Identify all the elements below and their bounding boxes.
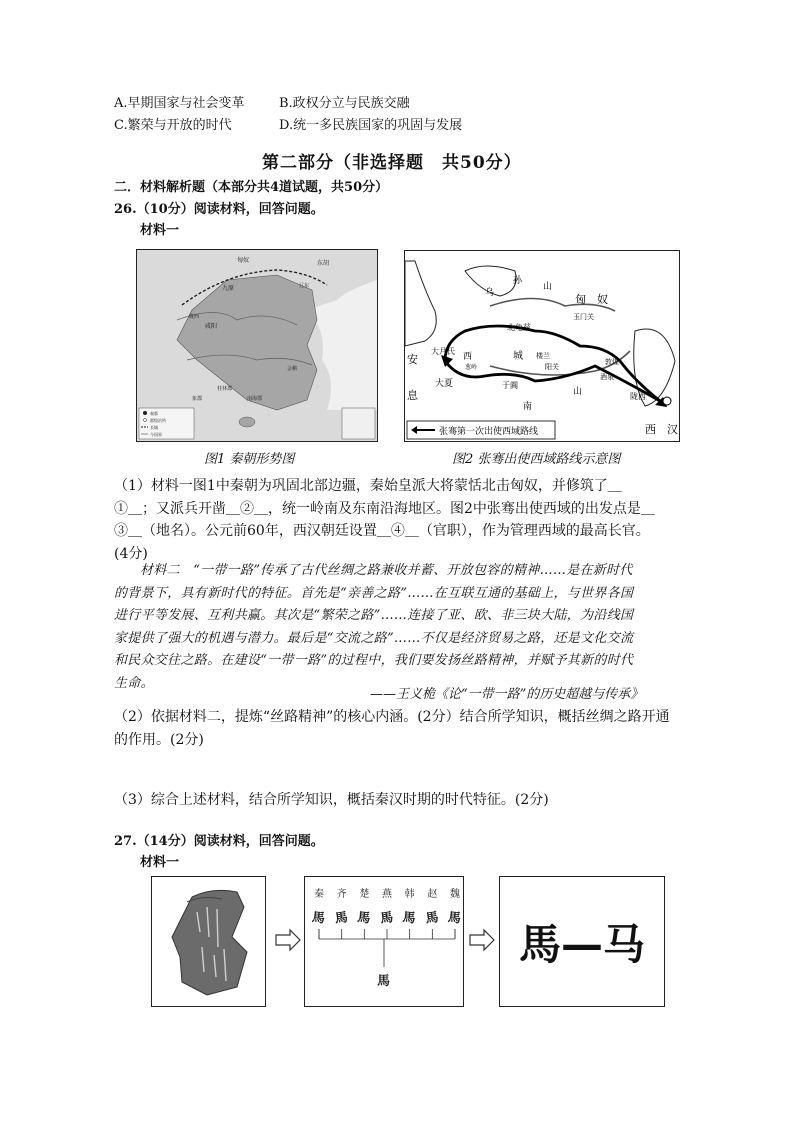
map2-label-an: 安 bbox=[407, 353, 418, 366]
state-variant-glyph-4: 馬 bbox=[401, 910, 417, 927]
fig2-caption: 图2 张骞出使西域路线示意图 bbox=[452, 452, 621, 467]
svg-text:长城: 长城 bbox=[150, 425, 158, 430]
map2-label-xi: 息 bbox=[407, 389, 418, 402]
q1-text bbox=[114, 475, 694, 565]
svg-text:大夏: 大夏 bbox=[435, 379, 454, 389]
q27-heading: 27.（14分）阅读材料，回答问题。 bbox=[114, 834, 324, 849]
q2-text bbox=[114, 706, 694, 751]
zhangqian-map-figure bbox=[404, 250, 680, 442]
state-label-4: 韩 bbox=[404, 889, 415, 900]
svg-text:今国界: 今国界 bbox=[150, 432, 162, 437]
svg-text:北龟兹: 北龟兹 bbox=[507, 323, 531, 332]
state-variant-glyph-6: 馬 bbox=[447, 910, 462, 927]
q2-line: 的作用。(2分) bbox=[114, 731, 204, 748]
map1-label-kuaiji: 会稽 bbox=[287, 366, 298, 372]
svg-text:山: 山 bbox=[543, 282, 553, 292]
section-heading: 二．材料解析题（本部分共4道试题，共50分） bbox=[114, 180, 389, 195]
material2-line: 材料二 “一带一路”传承了古代丝绸之路兼收并蓄、开放包容的精神……是在新时代 bbox=[140, 563, 633, 578]
map1-legend bbox=[139, 408, 194, 439]
svg-text:秦都: 秦都 bbox=[150, 411, 158, 416]
svg-text:城: 城 bbox=[513, 351, 523, 362]
option-d: D.统一多民族国家的巩固与发展 bbox=[279, 118, 463, 133]
q1-line: ③＿（地名）。公元前60年，西汉朝廷设置＿④＿（官职），作为管理西域的最高长官。 bbox=[114, 523, 650, 539]
state-variant-glyph-3: 馬 bbox=[379, 910, 395, 927]
svg-text:阳关: 阳关 bbox=[545, 363, 559, 371]
svg-text:西: 西 bbox=[463, 352, 473, 362]
map2-label-xiongnu: 匈 奴 bbox=[575, 293, 608, 306]
state-variant-glyph-0: 馬 bbox=[311, 910, 326, 927]
oracle-bone-svg bbox=[152, 877, 265, 1006]
material2-line: 进行平等发展、互利共赢。其次是“繁荣之路”……连接了亚、欧、非三块大陆，为沿线国 bbox=[114, 608, 634, 623]
material2-line: 的背景下，具有新时代的特征。首先是“亲善之路”……在互联互通的基础上，与世界各国 bbox=[114, 585, 634, 601]
svg-text:于阗: 于阗 bbox=[502, 381, 518, 390]
svg-text:敦煌: 敦煌 bbox=[605, 358, 619, 366]
svg-text:孙: 孙 bbox=[513, 276, 523, 286]
map1-label-xianyang: 咸阳 bbox=[205, 323, 218, 330]
svg-text:楼兰: 楼兰 bbox=[536, 352, 550, 360]
map1-label-longxi: 陇西 bbox=[189, 314, 200, 320]
map1-label-xiang: 象郡 bbox=[192, 396, 203, 402]
map1-label-donghu: 东胡 bbox=[317, 260, 330, 267]
svg-text:南: 南 bbox=[523, 402, 533, 412]
qin-map-figure bbox=[136, 249, 378, 442]
unified-glyph: 馬 bbox=[377, 974, 391, 989]
seven-states-svg bbox=[305, 877, 463, 1006]
state-label-3: 燕 bbox=[382, 889, 392, 900]
svg-text:大月氏: 大月氏 bbox=[431, 347, 455, 356]
svg-text:玉门关: 玉门关 bbox=[573, 313, 594, 321]
map1-label-xiongnu: 匈奴 bbox=[237, 257, 250, 264]
state-variant-glyph-2: 馬 bbox=[356, 910, 371, 927]
map1-label-guilin: 桂林郡 bbox=[217, 386, 233, 392]
map1-label-liaodong: 辽东 bbox=[299, 283, 310, 289]
q1-line: （1）材料一图1中秦朝为巩固北部边疆，秦始皇派大将蒙恬北击匈奴，并修筑了＿ bbox=[114, 478, 622, 494]
q1-line: (4分) bbox=[114, 545, 148, 562]
state-label-0: 秦 bbox=[314, 889, 324, 900]
map2-label-xihan: 西 汉 bbox=[645, 423, 678, 436]
state-variant-glyph-1: 馬 bbox=[333, 910, 349, 927]
svg-text:乌: 乌 bbox=[485, 288, 495, 298]
state-label-2: 楚 bbox=[359, 889, 370, 900]
map2-legend-text: 张骞第一次出使西域路线 bbox=[439, 427, 539, 437]
material2-line: 和民众交往之路。在建设“一带一路”的过程中，我们要发扬丝路精神，并赋予其新的时代 bbox=[114, 653, 634, 668]
zhangqian-map-svg bbox=[405, 251, 679, 441]
q26-heading: 26.（10分）阅读材料，回答问题。 bbox=[114, 202, 324, 217]
seven-states-figure bbox=[304, 876, 464, 1007]
material2-source: ——王义桅《论“一带一路”的历史超越与传承》 bbox=[370, 687, 644, 702]
q2-line: （2）依据材料二，提炼“丝路精神”的核心内涵。(2分）结合所学知识，概括丝绸之路开通 bbox=[114, 709, 670, 725]
svg-text:陇西: 陇西 bbox=[630, 392, 646, 401]
svg-text:葱岭: 葱岭 bbox=[465, 364, 478, 371]
svg-text:郡级治所: 郡级治所 bbox=[150, 418, 166, 423]
map1-label-nanhai: 南海郡 bbox=[247, 396, 263, 402]
svg-text:山: 山 bbox=[573, 387, 583, 397]
svg-text:酒泉: 酒泉 bbox=[600, 373, 614, 381]
state-label-5: 赵 bbox=[427, 889, 438, 900]
material2-line: 生命。 bbox=[114, 675, 154, 691]
state-label-6: 魏 bbox=[450, 889, 460, 900]
q26-material1-label: 材料一 bbox=[140, 223, 180, 238]
part2-title: 第二部分（非选择题 共50分） bbox=[262, 153, 522, 173]
option-a: A.早期国家与社会变革 bbox=[114, 96, 245, 111]
state-variant-glyph-5: 馬 bbox=[424, 910, 440, 927]
q27-material1-label: 材料一 bbox=[140, 855, 180, 870]
option-c: C.繁荣与开放的时代 bbox=[114, 118, 232, 133]
qin-map-svg bbox=[137, 250, 377, 441]
state-label-1: 齐 bbox=[336, 889, 347, 900]
ma-text: 馬—马 bbox=[518, 919, 645, 969]
option-b: B.政权分立与民族交融 bbox=[279, 96, 410, 111]
q3-text: （3）综合上述材料，结合所学知识，概括秦汉时期的时代特征。(2分) bbox=[114, 792, 549, 808]
arrow-right-icon bbox=[468, 928, 496, 952]
ma-figure bbox=[499, 876, 665, 1007]
arrow-right-icon bbox=[274, 928, 302, 952]
map1-label-jiuyuan: 九原 bbox=[222, 285, 235, 292]
q1-line: ①＿；又派兵开凿＿②＿，统一岭南及东南沿海地区。图2中张骞出使西域的出发点是＿ bbox=[114, 500, 655, 517]
oracle-bone-figure bbox=[151, 876, 266, 1007]
fig1-caption: 图1 秦朝形势图 bbox=[204, 452, 295, 467]
material2-text bbox=[114, 560, 694, 695]
material2-line: 家提供了强大的机遇与潜力。最后是“交流之路”……不仅是经济贸易之路，还是文化交流 bbox=[114, 630, 634, 646]
